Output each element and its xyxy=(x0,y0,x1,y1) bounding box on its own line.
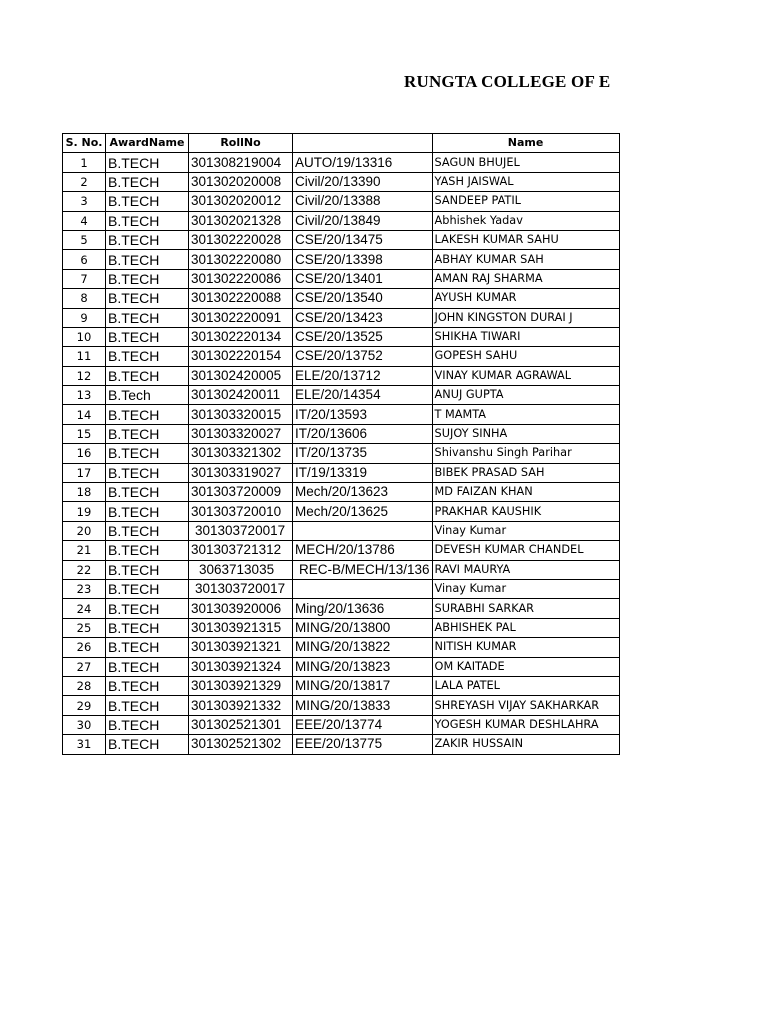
cell-branch: Ming/20/13636 xyxy=(293,599,433,618)
cell-roll-no: 301303720017 xyxy=(189,579,293,598)
table-row xyxy=(63,657,620,676)
cell-branch xyxy=(293,579,433,598)
cell-sno: 30 xyxy=(63,715,106,734)
cell-sno: 20 xyxy=(63,521,106,540)
table-row xyxy=(63,269,620,288)
cell-award-name: B.TECH xyxy=(106,676,189,695)
header-award-name: AwardName xyxy=(106,134,189,153)
cell-sno: 16 xyxy=(63,444,106,463)
cell-roll-no: 301302521301 xyxy=(189,715,293,734)
table-row xyxy=(63,463,620,482)
cell-sno: 9 xyxy=(63,308,106,327)
cell-roll-no: 301303320015 xyxy=(189,405,293,424)
cell-sno: 21 xyxy=(63,541,106,560)
cell-branch: CSE/20/13423 xyxy=(293,308,433,327)
cell-sno: 28 xyxy=(63,676,106,695)
cell-sno: 1 xyxy=(63,153,106,172)
cell-branch: MING/20/13800 xyxy=(293,618,433,637)
cell-branch: Civil/20/13390 xyxy=(293,172,433,191)
cell-roll-no: 301302420011 xyxy=(189,386,293,405)
cell-branch: MING/20/13833 xyxy=(293,696,433,715)
cell-sno: 11 xyxy=(63,347,106,366)
cell-roll-no: 301303921321 xyxy=(189,638,293,657)
cell-branch: IT/19/13319 xyxy=(293,463,433,482)
cell-roll-no: 301303720009 xyxy=(189,483,293,502)
cell-award-name: B.TECH xyxy=(106,269,189,288)
cell-name: ABHAY KUMAR SAH xyxy=(432,250,619,269)
cell-sno: 14 xyxy=(63,405,106,424)
table-row xyxy=(63,347,620,366)
cell-sno: 26 xyxy=(63,638,106,657)
cell-name: SHIKHA TIWARI xyxy=(432,327,619,346)
cell-award-name: B.TECH xyxy=(106,347,189,366)
cell-award-name: B.TECH xyxy=(106,366,189,385)
table-row xyxy=(63,444,620,463)
cell-name: YOGESH KUMAR DESHLAHRA xyxy=(432,715,619,734)
cell-award-name: B.TECH xyxy=(106,444,189,463)
table-body xyxy=(63,153,620,754)
cell-sno: 18 xyxy=(63,483,106,502)
cell-branch: CSE/20/13398 xyxy=(293,250,433,269)
table-row xyxy=(63,541,620,560)
cell-award-name: B.TECH xyxy=(106,715,189,734)
table-row xyxy=(63,230,620,249)
cell-award-name: B.TECH xyxy=(106,424,189,443)
table-row xyxy=(63,424,620,443)
table-row xyxy=(63,579,620,598)
cell-sno: 8 xyxy=(63,289,106,308)
cell-name: SAGUN BHUJEL xyxy=(432,153,619,172)
cell-roll-no: 301302220134 xyxy=(189,327,293,346)
table-row xyxy=(63,502,620,521)
cell-sno: 22 xyxy=(63,560,106,579)
cell-award-name: B.TECH xyxy=(106,638,189,657)
cell-name: AYUSH KUMAR xyxy=(432,289,619,308)
cell-name: T MAMTA xyxy=(432,405,619,424)
table-row xyxy=(63,289,620,308)
student-table xyxy=(62,133,620,755)
cell-sno: 6 xyxy=(63,250,106,269)
cell-roll-no: 301308219004 xyxy=(189,153,293,172)
table-row xyxy=(63,560,620,579)
cell-name: AMAN RAJ SHARMA xyxy=(432,269,619,288)
cell-roll-no: 301303320027 xyxy=(189,424,293,443)
cell-branch: AUTO/19/13316 xyxy=(293,153,433,172)
cell-name: PRAKHAR KAUSHIK xyxy=(432,502,619,521)
cell-branch: IT/20/13735 xyxy=(293,444,433,463)
cell-branch: IT/20/13606 xyxy=(293,424,433,443)
cell-name: Vinay Kumar xyxy=(432,521,619,540)
cell-roll-no: 301303721312 xyxy=(189,541,293,560)
table-row xyxy=(63,308,620,327)
table-row xyxy=(63,618,620,637)
cell-name: SHREYASH VIJAY SAKHARKAR xyxy=(432,696,619,715)
cell-roll-no: 301303920006 xyxy=(189,599,293,618)
cell-branch: CSE/20/13401 xyxy=(293,269,433,288)
cell-award-name: B.TECH xyxy=(106,599,189,618)
cell-roll-no: 3063713035 xyxy=(189,560,293,579)
cell-roll-no: 301302220088 xyxy=(189,289,293,308)
table-row xyxy=(63,172,620,191)
cell-award-name: B.TECH xyxy=(106,560,189,579)
cell-sno: 24 xyxy=(63,599,106,618)
cell-sno: 4 xyxy=(63,211,106,230)
cell-name: DEVESH KUMAR CHANDEL xyxy=(432,541,619,560)
table-row xyxy=(63,715,620,734)
cell-roll-no: 301303319027 xyxy=(189,463,293,482)
cell-name: ANUJ GUPTA xyxy=(432,386,619,405)
cell-name: VINAY KUMAR AGRAWAL xyxy=(432,366,619,385)
cell-name: ZAKIR HUSSAIN xyxy=(432,735,619,754)
cell-sno: 19 xyxy=(63,502,106,521)
cell-award-name: B.TECH xyxy=(106,696,189,715)
cell-roll-no: 301303720010 xyxy=(189,502,293,521)
cell-sno: 25 xyxy=(63,618,106,637)
cell-award-name: B.TECH xyxy=(106,153,189,172)
cell-roll-no: 301303921332 xyxy=(189,696,293,715)
cell-award-name: B.TECH xyxy=(106,521,189,540)
cell-branch: REC-B/MECH/13/136 xyxy=(293,560,433,579)
cell-name: JOHN KINGSTON DURAI J xyxy=(432,308,619,327)
cell-award-name: B.TECH xyxy=(106,541,189,560)
cell-sno: 17 xyxy=(63,463,106,482)
cell-branch: Civil/20/13849 xyxy=(293,211,433,230)
cell-name: SANDEEP PATIL xyxy=(432,192,619,211)
cell-award-name: B.TECH xyxy=(106,250,189,269)
cell-branch: ELE/20/14354 xyxy=(293,386,433,405)
cell-roll-no: 301302220028 xyxy=(189,230,293,249)
cell-award-name: B.TECH xyxy=(106,327,189,346)
cell-name: Abhishek Yadav xyxy=(432,211,619,230)
cell-award-name: B.TECH xyxy=(106,211,189,230)
cell-award-name: B.TECH xyxy=(106,657,189,676)
cell-roll-no: 301303720017 xyxy=(189,521,293,540)
cell-roll-no: 301302021328 xyxy=(189,211,293,230)
table-row xyxy=(63,366,620,385)
header-name: Name xyxy=(432,134,619,153)
cell-sno: 10 xyxy=(63,327,106,346)
cell-award-name: B.TECH xyxy=(106,192,189,211)
cell-branch: CSE/20/13475 xyxy=(293,230,433,249)
cell-roll-no: 301302220091 xyxy=(189,308,293,327)
cell-name: OM KAITADE xyxy=(432,657,619,676)
header-sno: S. No. xyxy=(63,134,106,153)
table-row xyxy=(63,599,620,618)
cell-branch: CSE/20/13752 xyxy=(293,347,433,366)
header-roll-no: RollNo xyxy=(189,134,293,153)
cell-name: LAKESH KUMAR SAHU xyxy=(432,230,619,249)
cell-roll-no: 301302521302 xyxy=(189,735,293,754)
cell-award-name: B.Tech xyxy=(106,386,189,405)
cell-sno: 15 xyxy=(63,424,106,443)
cell-branch: IT/20/13593 xyxy=(293,405,433,424)
cell-roll-no: 301303321302 xyxy=(189,444,293,463)
table-row xyxy=(63,696,620,715)
cell-branch: MING/20/13817 xyxy=(293,676,433,695)
cell-name: ABHISHEK PAL xyxy=(432,618,619,637)
cell-sno: 2 xyxy=(63,172,106,191)
cell-sno: 3 xyxy=(63,192,106,211)
cell-branch: CSE/20/13540 xyxy=(293,289,433,308)
cell-branch: Mech/20/13625 xyxy=(293,502,433,521)
cell-roll-no: 301302020008 xyxy=(189,172,293,191)
cell-name: NITISH KUMAR xyxy=(432,638,619,657)
cell-sno: 5 xyxy=(63,230,106,249)
table-row xyxy=(63,192,620,211)
cell-award-name: B.TECH xyxy=(106,463,189,482)
cell-branch: MING/20/13822 xyxy=(293,638,433,657)
table-row xyxy=(63,483,620,502)
cell-award-name: B.TECH xyxy=(106,230,189,249)
table-row xyxy=(63,327,620,346)
cell-award-name: B.TECH xyxy=(106,405,189,424)
cell-sno: 7 xyxy=(63,269,106,288)
cell-award-name: B.TECH xyxy=(106,483,189,502)
table-header-row xyxy=(63,134,620,153)
cell-branch: CSE/20/13525 xyxy=(293,327,433,346)
cell-branch: MING/20/13823 xyxy=(293,657,433,676)
table-row xyxy=(63,386,620,405)
cell-sno: 29 xyxy=(63,696,106,715)
header-branch xyxy=(293,134,433,153)
cell-branch xyxy=(293,521,433,540)
cell-roll-no: 301303921324 xyxy=(189,657,293,676)
table-row xyxy=(63,250,620,269)
cell-branch: Mech/20/13623 xyxy=(293,483,433,502)
cell-award-name: B.TECH xyxy=(106,579,189,598)
cell-name: Shivanshu Singh Parihar xyxy=(432,444,619,463)
cell-roll-no: 301302220080 xyxy=(189,250,293,269)
cell-sno: 13 xyxy=(63,386,106,405)
cell-roll-no: 301302220086 xyxy=(189,269,293,288)
cell-roll-no: 301303921315 xyxy=(189,618,293,637)
cell-name: RAVI MAURYA xyxy=(432,560,619,579)
table-row xyxy=(63,735,620,754)
cell-sno: 27 xyxy=(63,657,106,676)
table-row xyxy=(63,405,620,424)
cell-roll-no: 301302420005 xyxy=(189,366,293,385)
cell-name: MD FAIZAN KHAN xyxy=(432,483,619,502)
cell-branch: Civil/20/13388 xyxy=(293,192,433,211)
cell-roll-no: 301303921329 xyxy=(189,676,293,695)
cell-name: LALA PATEL xyxy=(432,676,619,695)
cell-name: SUJOY SINHA xyxy=(432,424,619,443)
cell-award-name: B.TECH xyxy=(106,618,189,637)
cell-branch: EEE/20/13774 xyxy=(293,715,433,734)
page-title: RUNGTA COLLEGE OF E xyxy=(404,72,611,91)
cell-name: GOPESH SAHU xyxy=(432,347,619,366)
cell-sno: 12 xyxy=(63,366,106,385)
cell-award-name: B.TECH xyxy=(106,502,189,521)
table-row xyxy=(63,153,620,172)
cell-branch: EEE/20/13775 xyxy=(293,735,433,754)
table-row xyxy=(63,638,620,657)
cell-roll-no: 301302220154 xyxy=(189,347,293,366)
cell-roll-no: 301302020012 xyxy=(189,192,293,211)
cell-branch: ELE/20/13712 xyxy=(293,366,433,385)
cell-name: YASH JAISWAL xyxy=(432,172,619,191)
cell-branch: MECH/20/13786 xyxy=(293,541,433,560)
cell-sno: 23 xyxy=(63,579,106,598)
table-row xyxy=(63,676,620,695)
cell-award-name: B.TECH xyxy=(106,308,189,327)
cell-award-name: B.TECH xyxy=(106,172,189,191)
cell-award-name: B.TECH xyxy=(106,289,189,308)
cell-sno: 31 xyxy=(63,735,106,754)
cell-name: SURABHI SARKAR xyxy=(432,599,619,618)
cell-award-name: B.TECH xyxy=(106,735,189,754)
cell-name: Vinay Kumar xyxy=(432,579,619,598)
table-row xyxy=(63,211,620,230)
cell-name: BIBEK PRASAD SAH xyxy=(432,463,619,482)
table-row xyxy=(63,521,620,540)
